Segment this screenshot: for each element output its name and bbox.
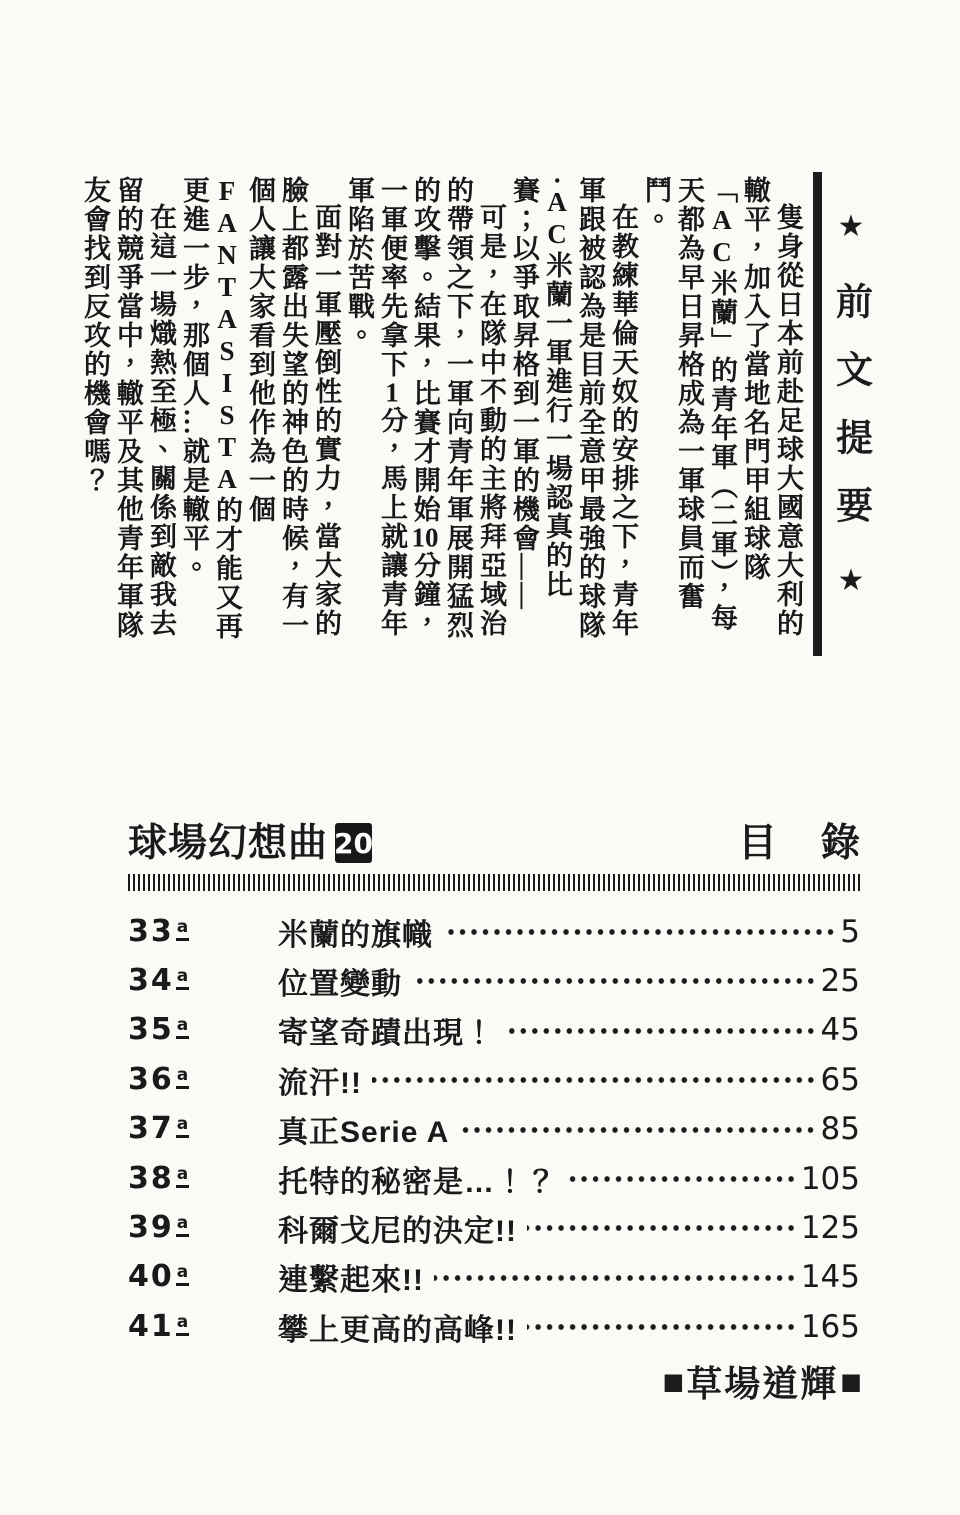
vertical-rule (813, 172, 822, 656)
stripe-divider (128, 874, 860, 891)
series-title-group (128, 823, 372, 863)
chapter-title: 真正Serie A (278, 1116, 450, 1150)
dot-leader (459, 1105, 816, 1154)
chapter-number: 41 a (128, 1308, 189, 1344)
chapter-title: 寄望奇蹟出現！ (278, 1017, 495, 1051)
chapter-number: 37 a (128, 1111, 189, 1147)
author-name: 草場道輝 (686, 1363, 839, 1404)
ordinal-suffix: a (176, 1314, 189, 1336)
chapter-number: 39 a (128, 1210, 189, 1246)
synopsis-segment: 米蘭一軍進行一場認真的比賽；以爭取昇格到一軍的機會—— (509, 176, 572, 611)
ordinal-suffix: a (176, 1017, 189, 1039)
chapter-page-number: 165 (800, 1308, 860, 1345)
ordinal-suffix: a (176, 1166, 189, 1188)
chapter-list (128, 907, 860, 1352)
synopsis-segment: 的才能又再更進一步，那個人…就是轍平。 (179, 176, 242, 641)
chapter-title: 位置變動 (278, 968, 402, 1002)
synopsis-paragraph (639, 176, 804, 648)
chapter-title: 連繫起來!! (278, 1264, 424, 1298)
chapter-page-number: 25 (820, 963, 860, 1000)
dot-leader (443, 907, 836, 956)
dot-leader (434, 1253, 797, 1302)
dot-leader (527, 1203, 797, 1252)
chapter-page-number: 85 (820, 1111, 860, 1148)
synopsis-paragraph (78, 176, 177, 648)
series-title: 球場幻想曲 (128, 821, 329, 865)
synopsis-segment-latin: AC (707, 205, 737, 269)
star-icon: ★ (837, 210, 865, 243)
dot-leader (567, 1154, 797, 1203)
chapter-page-number: 105 (800, 1160, 860, 1197)
synopsis-paragraph (507, 176, 639, 648)
synopsis-segment: 在教練華倫天奴的安排之下，青年軍跟被認為是目前全意甲最強的球隊· (542, 176, 638, 640)
author-credit (662, 1356, 862, 1407)
toc-section (128, 820, 860, 1352)
chapter-page-number: 5 (840, 913, 860, 950)
chapter-number: 33 a (128, 913, 189, 949)
ordinal-suffix: a (176, 919, 189, 941)
chapter-row (128, 1302, 860, 1351)
chapter-page-number: 145 (800, 1259, 860, 1296)
chapter-page-number: 65 (820, 1061, 860, 1098)
synopsis-segment-latin: AC (542, 187, 572, 252)
chapter-row (128, 956, 860, 1005)
chapter-title: 流汗!! (278, 1066, 362, 1100)
synopsis-paragraph (177, 176, 342, 648)
chapter-page-number: 45 (820, 1012, 860, 1049)
chapter-number: 34 a (128, 963, 189, 999)
dot-leader (505, 1006, 817, 1055)
synopsis-segment: 分，馬上就讓青年軍陷於苦戰。 (344, 176, 407, 638)
black-square-icon: ■ (840, 1360, 862, 1402)
synopsis-segment: 隻身從日本前赴足球大國意大利的轍平，加入了當地名門甲組球隊「 (707, 176, 803, 638)
ordinal-suffix: a (176, 1067, 189, 1089)
synopsis-segment: 分鐘，一軍便率先拿下 (377, 176, 440, 638)
chapter-title: 攀上更高的高峰!! (278, 1313, 517, 1347)
chapter-title: 米蘭的旗幟 (278, 918, 433, 952)
synopsis-segment: 在這一場熾熱至極、關係到敵我去留的競爭當中，轍平及其他青年軍隊友會找到反攻的機會嗎？ (80, 176, 176, 640)
ordinal-suffix: a (176, 1264, 189, 1286)
chapter-row (128, 1253, 860, 1302)
toc-heading-char: 錄 (820, 821, 860, 865)
star-icon: ★ (837, 564, 865, 597)
chapter-row (128, 1203, 860, 1252)
chapter-row (128, 1055, 860, 1104)
dot-leader (527, 1302, 797, 1351)
ordinal-suffix: a (176, 968, 189, 990)
volume-badge: 20 (335, 823, 372, 863)
chapter-number: 36 a (128, 1061, 189, 1097)
synopsis-segment: 可是，在隊中不動的主將拜亞域治的帶領之下，一軍向青年軍展開猛烈的攻擊。結果，比賽才開始 (410, 176, 506, 640)
chapter-number: 38 a (128, 1160, 189, 1196)
chapter-title: 托特的秘密是…！？ (278, 1165, 557, 1199)
chapter-page-number: 125 (800, 1210, 860, 1247)
black-square-icon: ■ (662, 1360, 685, 1402)
synopsis-segment-latin: FANTASISTA (212, 176, 242, 496)
dot-leader (372, 1055, 817, 1104)
ordinal-suffix: a (176, 1116, 189, 1138)
synopsis-segment: 面對一軍壓倒性的實力，當大家的臉上都露出失望的神色的時候，有一個人讓大家看到他作為一個 (245, 176, 341, 640)
toc-heading-char: 目 (737, 821, 777, 865)
chapter-row (128, 1006, 860, 1055)
ordinal-suffix: a (176, 1215, 189, 1237)
synopsis-header-title: 前文提要 (830, 282, 872, 554)
dot-leader (412, 956, 817, 1005)
synopsis-segment-number: 1 (385, 379, 399, 406)
chapter-number: 35 a (128, 1012, 189, 1048)
chapter-number: 40 a (128, 1259, 189, 1295)
chapter-row (128, 1154, 860, 1203)
synopsis-header (827, 212, 875, 596)
synopsis-paragraph (342, 176, 507, 648)
synopsis-text (78, 176, 804, 648)
toc-header (128, 820, 860, 866)
synopsis-segment: 米蘭」的青年軍（二軍），每天都為早日昇格成為一軍球員而奮鬥。 (641, 176, 737, 633)
chapter-row (128, 907, 860, 956)
chapter-title: 科爾戈尼的決定!! (278, 1215, 517, 1249)
chapter-row (128, 1105, 860, 1154)
toc-heading (737, 821, 860, 865)
synopsis-segment-number: 10 (411, 524, 439, 551)
